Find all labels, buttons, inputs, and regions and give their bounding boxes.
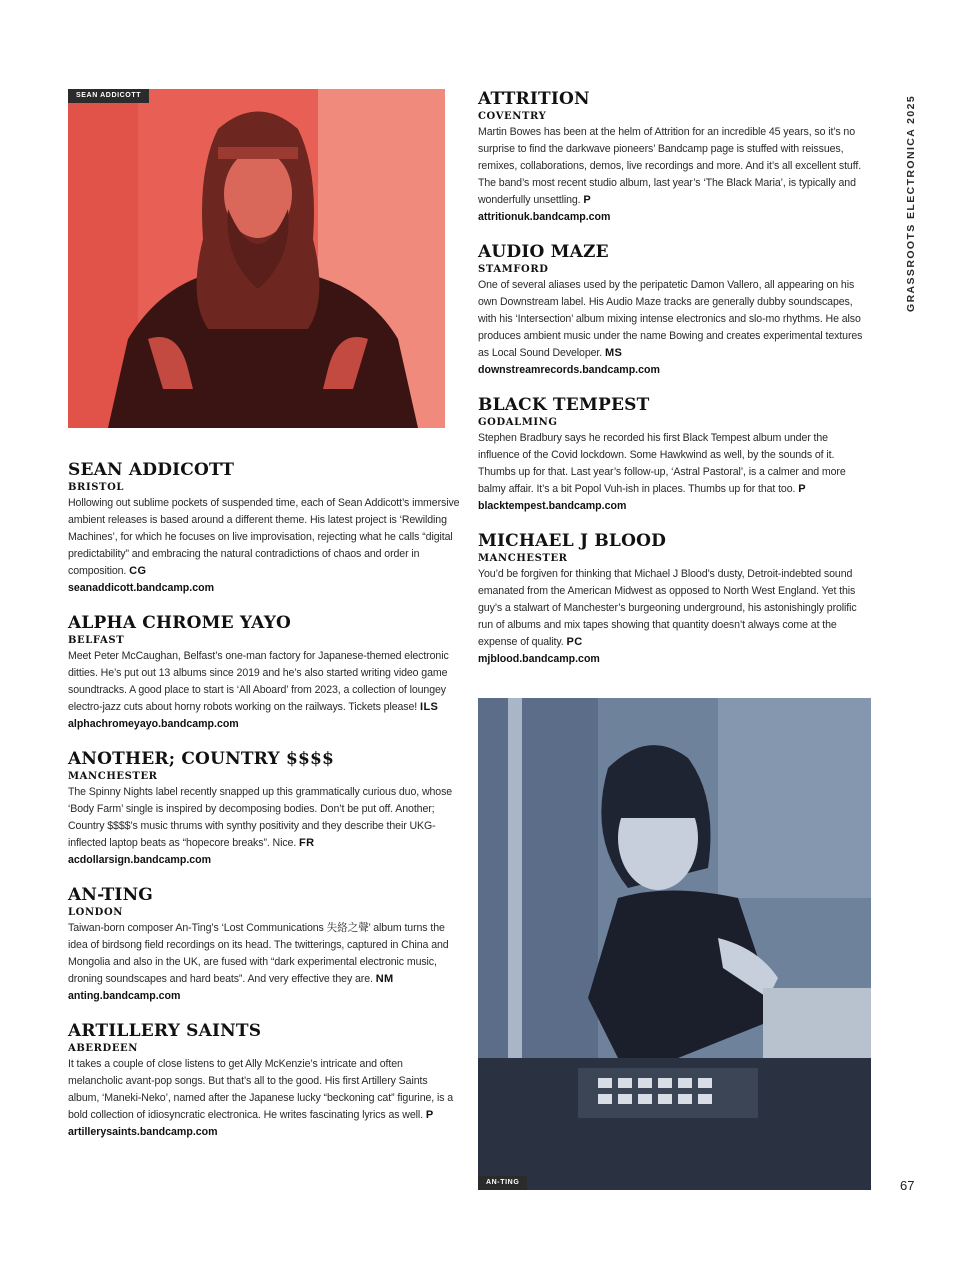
author-initials: PC: [566, 636, 583, 648]
artist-city: BELFAST: [68, 635, 125, 646]
blurb-text: Hollowing out sublime pockets of suspended time, each of Sean Addicott’s immersive ambient releases is based around a different theme. His latest project is ‘Rewilding Machines’, for which he focuses on live improvisation, rejecting what he calls “digital predictability” and embracing the natural contradictions of chaos and order in composition.: [68, 497, 460, 577]
blurb-text: Taiwan-born composer An-Ting’s ‘Lost Communications 失絡之聲’ album turns the idea of birdsong field recordings on its head. The twitterings, captured in China and Mongolia and also in the UK, are fused with “dark experimental electronic music, droning soundscapes and hard beats”. And very effective they are.: [68, 922, 449, 985]
artist-city: STAMFORD: [478, 264, 549, 275]
artist-blurb: [478, 566, 870, 651]
artist-blurb: [68, 784, 460, 852]
artist-city: COVENTRY: [478, 111, 547, 122]
blurb-text: You’d be forgiven for thinking that Michael J Blood’s dusty, Detroit-indebted sound emanated from the American Midwest as opposed to North West England. Yet this guy’s a stalwart of Manchester’s burgeoning underground, his astonishingly prolific run of albums and mix tapes showing that quantity doesn’t always come at the expense of quality.: [478, 568, 857, 648]
artist-city: MANCHESTER: [478, 553, 568, 564]
artist-name: ATTRITION: [478, 89, 590, 109]
artist-city: BRISTOL: [68, 482, 125, 493]
author-initials: P: [583, 194, 592, 206]
bandcamp-link[interactable]: downstreamrecords.bandcamp.com: [478, 364, 660, 376]
blurb-text: Stephen Bradbury says he recorded his first Black Tempest album under the influence of the Covid lockdown. Some Hawkwind as well, by the sounds of it. Thumbs up for that. Last year’s follow-up, ‘Astral Pastoral’, is a calmer and more balmy affair. It’s a bit Popol Vuh-ish in places. Thumbs up for that too.: [478, 432, 846, 495]
sean-addicott-portrait-illustration: [68, 89, 445, 428]
right-column: [478, 89, 870, 684]
artist-entry: [68, 885, 460, 1005]
artist-name: ANOTHER; COUNTRY $$$$: [68, 749, 335, 769]
left-column: [68, 460, 460, 1157]
artist-city: MANCHESTER: [68, 771, 158, 782]
author-initials: FR: [299, 837, 315, 849]
artist-name: BLACK TEMPEST: [478, 395, 650, 415]
author-initials: P: [798, 483, 806, 495]
bandcamp-link[interactable]: acdollarsign.bandcamp.com: [68, 854, 212, 866]
artist-name: ALPHA CHROME YAYO: [68, 613, 292, 633]
blurb-text: Martin Bowes has been at the helm of Attrition for an incredible 45 years, so it’s no surprise to find the darkwave pioneers’ Bandcamp page is stuffed with reissues, remixes, collaborations, demos, live recordings and more. And it’s all excellent stuff. The band’s most recent studio album, last year’s ‘The Black Maria’, is typically and wonderfully unsettling.: [478, 126, 862, 206]
blurb-text: It takes a couple of close listens to get Ally McKenzie’s intricate and often melancholic avant-pop songs. But that’s all to the good. His first Artillery Saints album, ‘Maneki-Neko’, named after the Japanese lucky “beckoning cat” figurine, is a bold collection of idiosyncratic electronica. He writes fascinating lyrics as well.: [68, 1058, 454, 1121]
blurb-text: The Spinny Nights label recently snapped up this grammatically curious duo, whose ‘Body Farm’ single is inspired by decomposing bodies. Don’t be put off. Another; Country $$$$’s music thrums with synthy positivity and they describe their UKG-inflected laptop beats as “hopecore breaks”. Nice.: [68, 786, 453, 849]
artist-blurb: [478, 430, 870, 498]
artist-name: ARTILLERY SAINTS: [68, 1021, 262, 1041]
author-initials: ILS: [419, 701, 439, 713]
artist-name: MICHAEL J BLOOD: [478, 531, 667, 551]
bandcamp-link[interactable]: artillerysaints.bandcamp.com: [68, 1126, 218, 1138]
running-title-text: GRASSROOTS ELECTRONICA 2025: [905, 94, 917, 312]
artist-entry: [478, 531, 870, 668]
author-initials: CG: [129, 565, 147, 577]
artist-entry: [68, 749, 460, 869]
author-initials: P: [425, 1109, 434, 1121]
an-ting-photo: [478, 698, 871, 1190]
bandcamp-link[interactable]: blacktempest.bandcamp.com: [478, 500, 627, 512]
artist-city: LONDON: [68, 907, 124, 918]
artist-blurb: [68, 1056, 460, 1124]
photo-caption: SEAN ADDICOTT: [68, 89, 149, 103]
artist-entry: [478, 395, 870, 515]
artist-blurb: [478, 124, 870, 209]
photo-caption: AN-TING: [478, 1176, 527, 1190]
artist-entry: [68, 613, 460, 733]
bandcamp-link[interactable]: mjblood.bandcamp.com: [478, 653, 600, 665]
author-initials: NM: [375, 973, 394, 985]
artist-blurb: [68, 920, 460, 988]
artist-blurb: [68, 648, 460, 716]
blurb-text: One of several aliases used by the peripatetic Damon Vallero, all appearing on his own Downstream label. His Audio Maze tracks are generally dubby soundscapes, with his ‘Intersection’ album mixing intense electronics and slo-mo rhythms. He also produces ambient music under the name Bowing and creates experimental textures as Local Sound Developer.: [478, 279, 863, 359]
page-number: 67: [900, 1178, 915, 1193]
bandcamp-link[interactable]: alphachromeyayo.bandcamp.com: [68, 718, 239, 730]
artist-entry: [68, 460, 460, 597]
artist-entry: [478, 242, 870, 379]
artist-name: AUDIO MAZE: [478, 242, 609, 262]
artist-name: AN-TING: [68, 885, 154, 905]
artist-city: ABERDEEN: [68, 1043, 139, 1054]
bandcamp-link[interactable]: anting.bandcamp.com: [68, 990, 181, 1002]
artist-city: GODALMING: [478, 417, 558, 428]
bandcamp-link[interactable]: attritionuk.bandcamp.com: [478, 211, 611, 223]
author-initials: MS: [604, 347, 623, 359]
blurb-text: Meet Peter McCaughan, Belfast’s one-man factory for Japanese-themed electronic ditties. He’s put out 13 albums since 2019 and he’s also started writing video game soundtracks. A good place to start is ‘All Aboard’ from 2023, a collection of loungey electro-jazz cuts about horny robots working on the railways. Tickets please!: [68, 650, 449, 713]
artist-name: SEAN ADDICOTT: [68, 460, 235, 480]
artist-blurb: [68, 495, 460, 580]
artist-entry: [68, 1021, 460, 1141]
artist-blurb: [478, 277, 870, 362]
sean-addicott-photo: [68, 89, 445, 428]
bandcamp-link[interactable]: seanaddicott.bandcamp.com: [68, 582, 214, 594]
an-ting-performance-illustration: [478, 698, 871, 1190]
artist-entry: [478, 89, 870, 226]
